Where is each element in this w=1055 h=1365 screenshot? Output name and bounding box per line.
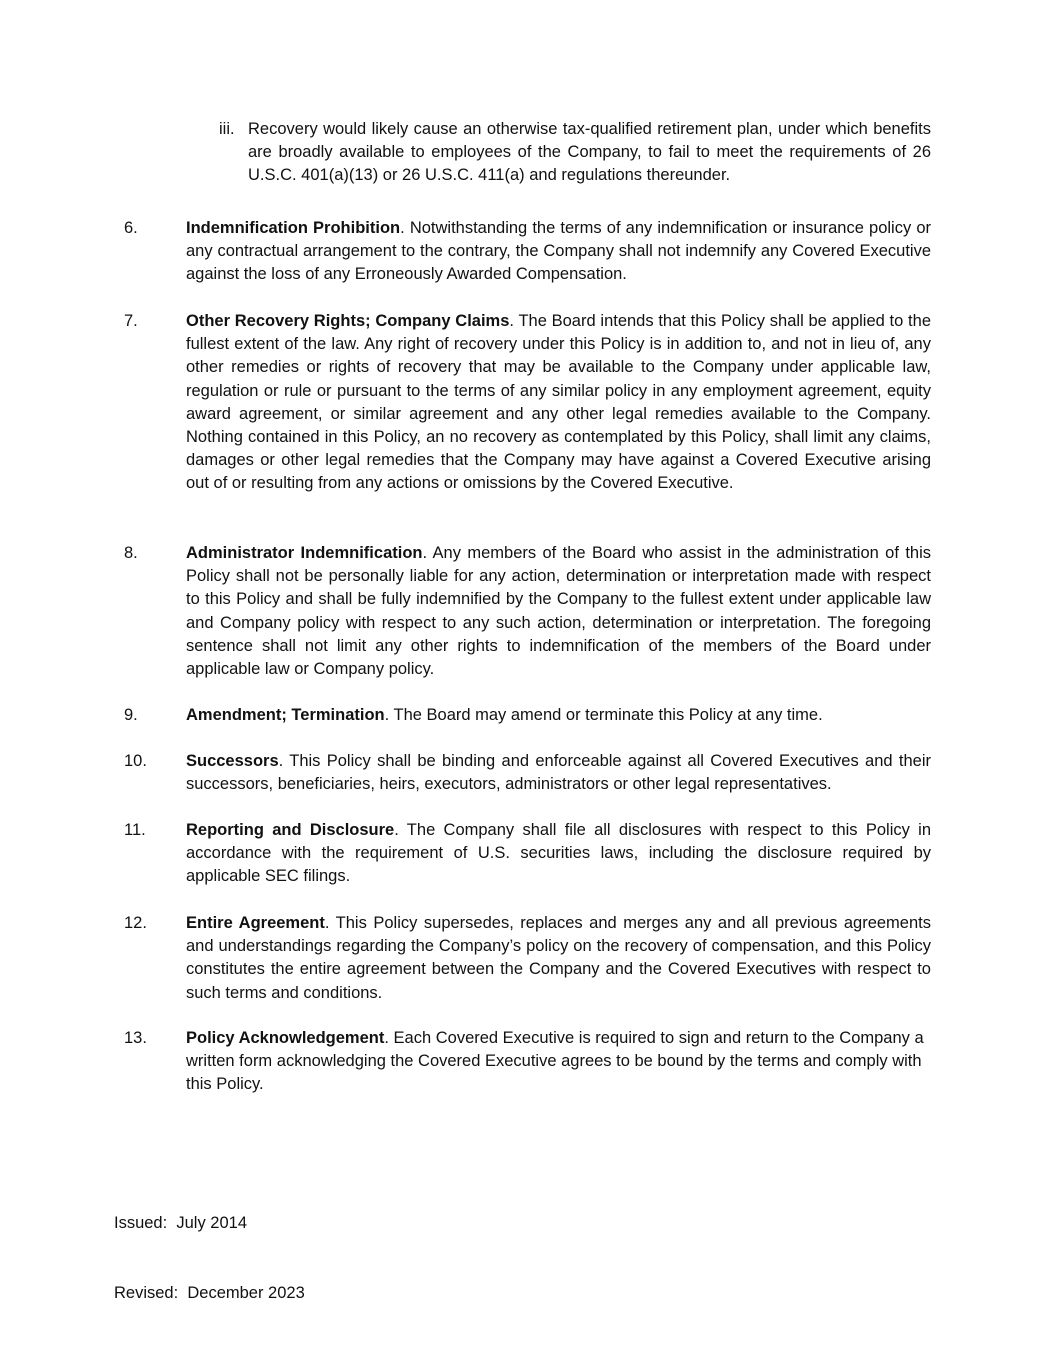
section-heading: Reporting and Disclosure xyxy=(186,821,395,839)
section-body: . Notwithstanding the terms of any indemnification or insurance policy or any contractual arrangement to the contrary, the Company shall not indemnify any Covered Executive against the loss of any Erroneously Awarded Compensation. xyxy=(186,219,932,284)
section-text xyxy=(186,1027,931,1097)
section-heading: Successors xyxy=(186,752,279,770)
section-7 xyxy=(124,310,931,496)
section-number: 11. xyxy=(124,821,146,839)
section-10 xyxy=(124,750,931,796)
section-heading: Other Recovery Rights; Company Claims xyxy=(186,312,510,330)
section-text xyxy=(186,310,931,496)
section-body: . Any members of the Board who assist in the administration of this Policy shall not be personally liable for any action, determination or interpretation made with respect to this Policy and shall be fully indemnified by the Company to the fullest extent under applicable law and Company policy with respect to any such action, determination or interpretation. The foregoing sentence shall not limit any other rights to indemnification of the members of the Board under applicable law or Company policy. xyxy=(186,544,932,679)
revised-date: Revised: December 2023 xyxy=(114,1284,305,1303)
document-footer xyxy=(114,1166,305,1352)
section-heading: Entire Agreement xyxy=(186,914,325,932)
section-number: 10. xyxy=(124,752,147,770)
section-body: . The Board intends that this Policy shall be applied to the fullest extent of the law. Any right of recovery under this Policy is in addition to, and not in lieu of, any other remedies or rights of recovery that may be available to the Company under applicable law, regulation or rule or pursuant to the terms of any similar policy in any employment agreement, equity award agreement, or similar agreement and any other legal remedies available to the Company. Nothing contained in this Policy, an no recovery as contemplated by this Policy, shall limit any claims, damages or other legal remedies that the Company may have against a Covered Executive arising out of or resulting from any actions or omissions by the Covered Executive. xyxy=(186,312,931,493)
section-heading: Administrator Indemnification xyxy=(186,544,423,562)
section-9 xyxy=(124,704,931,727)
section-number: 8. xyxy=(124,544,138,562)
section-text xyxy=(186,912,931,1005)
section-number: 7. xyxy=(124,312,138,330)
section-body: . Each Covered Executive is required to sign and return to the Company a written form acknowledging the Covered Executive agrees to be bound by the terms and comply with this Policy. xyxy=(186,1029,924,1094)
subitem-text: Recovery would likely cause an otherwise tax-qualified retirement plan, under which benefits are broadly available to employees of the Company, to fail to meet the requirements of 26 U.S.C. 401(a)(13) or 26 U.S.C. 411(a) and regulations thereunder. xyxy=(248,120,931,185)
section-body: . This Policy shall be binding and enforceable against all Covered Executives and their successors, beneficiaries, heirs, executors, administrators or other legal representatives. xyxy=(186,752,931,794)
section-body: . The Company shall file all disclosures with respect to this Policy in accordance with the requirement of U.S. securities laws, including the disclosure required by applicable SEC filings. xyxy=(186,821,931,886)
section-text xyxy=(186,819,931,889)
section-heading: Policy Acknowledgement xyxy=(186,1029,385,1047)
section-body: . The Board may amend or terminate this Policy at any time. xyxy=(384,706,823,724)
section-number: 12. xyxy=(124,914,147,932)
section-11 xyxy=(124,819,931,889)
section-body: . This Policy supersedes, replaces and merges any and all previous agreements and understandings regarding the Company’s policy on the recovery of compensation, and this Policy constitutes the entire agreement between the Company and the Covered Executives with respect to such terms and conditions. xyxy=(186,914,931,1002)
subitem-iii xyxy=(219,118,931,188)
section-6 xyxy=(124,217,931,287)
section-text xyxy=(186,542,931,681)
section-heading: Amendment; Termination xyxy=(186,706,385,724)
section-text xyxy=(186,217,931,287)
section-number: 9. xyxy=(124,706,138,724)
issued-date: Issued: July 2014 xyxy=(114,1214,247,1233)
subitem-number: iii. xyxy=(219,120,235,138)
section-text xyxy=(186,704,931,727)
section-12 xyxy=(124,912,931,1005)
section-number: 13. xyxy=(124,1029,147,1047)
section-heading: Indemnification Prohibition xyxy=(186,219,401,237)
section-13 xyxy=(124,1027,931,1097)
section-8 xyxy=(124,542,931,681)
section-text xyxy=(186,750,931,796)
section-number: 6. xyxy=(124,219,138,237)
